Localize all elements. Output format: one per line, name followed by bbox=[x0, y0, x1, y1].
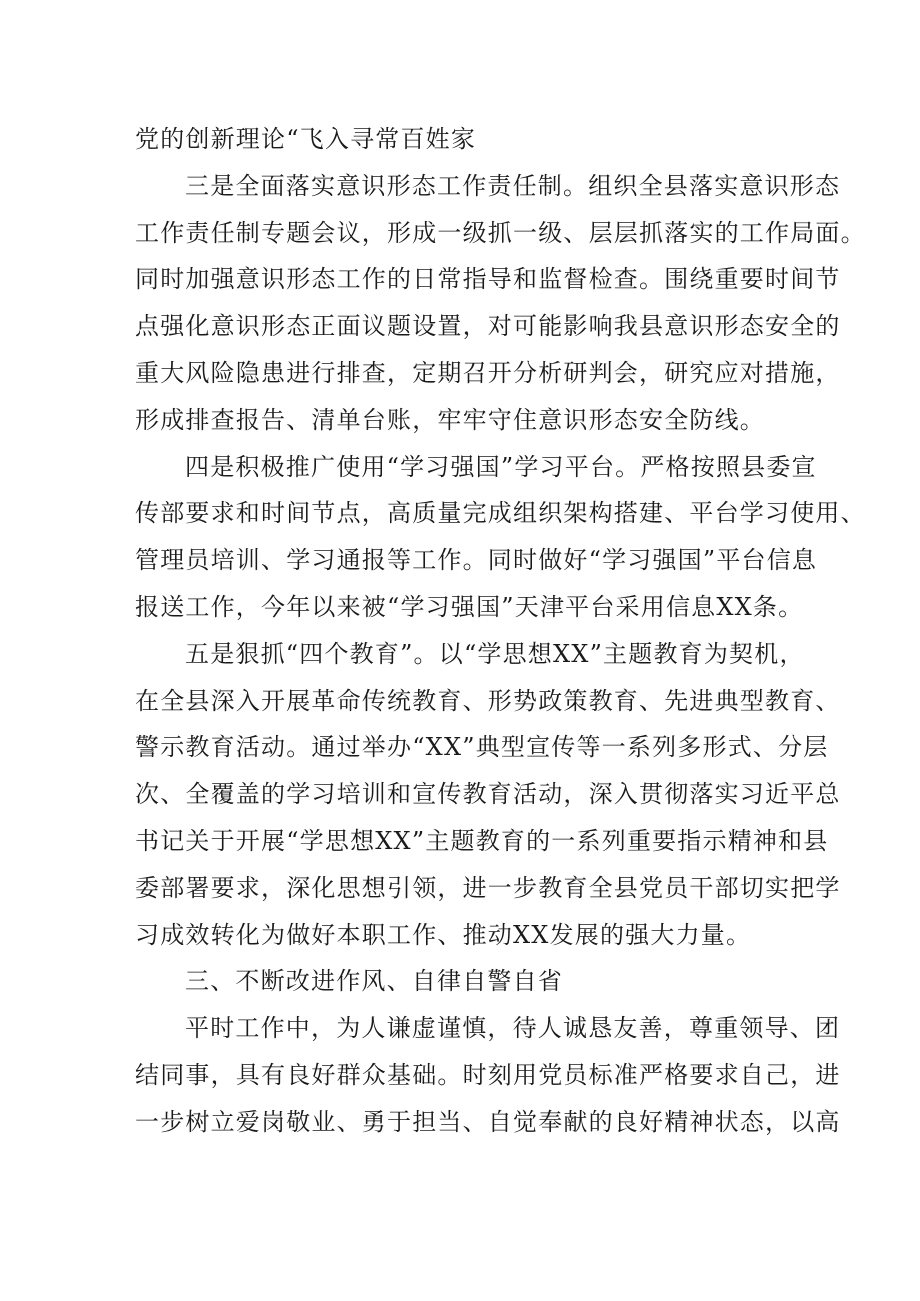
text-line: 警示教育活动。通过举办“XX”典型宣传等一系列多形式、分层 bbox=[135, 733, 829, 762]
text-line: 委部署要求，深化思想引领，进一步教育全县党员干部切实把学 bbox=[135, 873, 841, 902]
text-line: 报送工作，今年以来被“学习强国”天津平台采用信息XX条。 bbox=[135, 592, 804, 621]
text-line: 三是全面落实意识形态工作责任制。组织全县落实意识形态 bbox=[185, 171, 841, 200]
text-line: 四是积极推广使用“学习强国”学习平台。严格按照县委宣 bbox=[185, 452, 817, 481]
text-line: 次、全覆盖的学习培训和宣传教育活动，深入贯彻落实习近平总 bbox=[135, 780, 841, 809]
text-line: 三、不断改进作风、自律自警自省 bbox=[185, 967, 563, 996]
text-line: 一步树立爱岗敬业、勇于担当、自觉奉献的良好精神状态，以高 bbox=[135, 1107, 841, 1136]
text-line: 书记关于开展“学思想XX”主题教育的一系列重要指示精神和县 bbox=[135, 826, 829, 855]
text-line: 习成效转化为做好本职工作、推动XX发展的强大力量。 bbox=[135, 920, 752, 949]
text-line: 结同事，具有良好群众基础。时刻用党员标准严格要求自己，进 bbox=[135, 1060, 841, 1089]
document-body bbox=[135, 116, 866, 1146]
text-line: 在全县深入开展革命传统教育、形势政策教育、先进典型教育、 bbox=[135, 686, 841, 715]
text-line: 传部要求和时间节点，高质量完成组织架构搭建、平台学习使用、 bbox=[135, 499, 866, 528]
text-line: 平时工作中，为人谦虚谨慎，待人诚恳友善，尊重领导、团 bbox=[185, 1014, 841, 1043]
text-line: 管理员培训、学习通报等工作。同时做好“学习强国”平台信息 bbox=[135, 546, 818, 575]
text-line: 形成排查报告、清单台账，牢牢守住意识形态安全防线。 bbox=[135, 405, 765, 434]
text-line: 点强化意识形态正面议题设置，对可能影响我县意识形态安全的 bbox=[135, 312, 841, 341]
text-line: 工作责任制专题会议，形成一级抓一级、层层抓落实的工作局面。 bbox=[135, 218, 866, 247]
text-line: 五是狠抓“四个教育”。以“学思想XX”主题教育为契机， bbox=[185, 639, 805, 668]
text-line: 同时加强意识形态工作的日常指导和监督检查。围绕重要时间节 bbox=[135, 265, 841, 294]
text-line: 党的创新理论“飞入寻常百姓家 bbox=[135, 125, 477, 153]
text-line: 重大风险隐患进行排查，定期召开分析研判会，研究应对措施， bbox=[135, 358, 841, 387]
